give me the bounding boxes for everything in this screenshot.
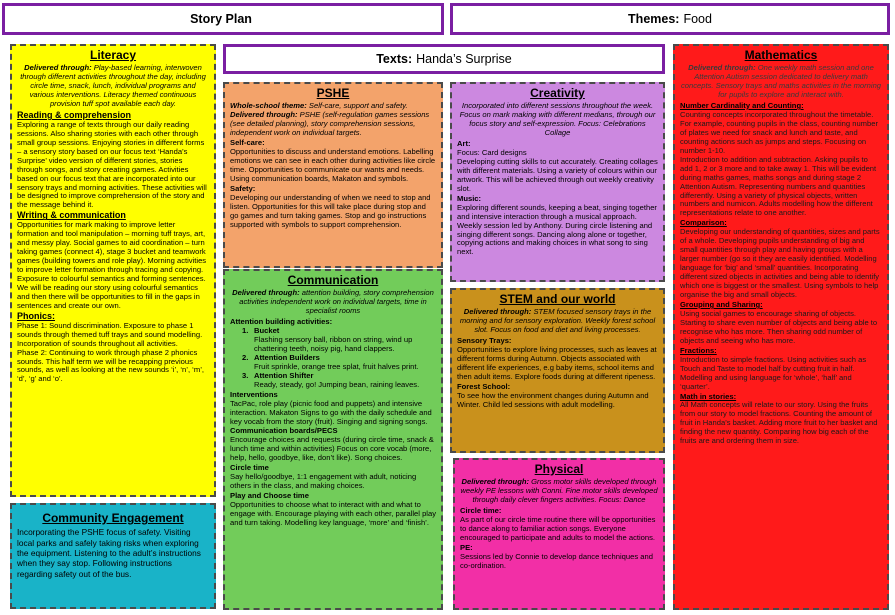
physical-title: Physical [534,462,584,476]
themes-banner [450,3,890,35]
counting-title: Number Cardinality and Counting: [680,101,804,110]
community-panel [10,503,216,609]
counting-text: Counting concepts incorporated throughout the timetable. For example, counting pupils in the class, counting number of plates we need for snack and lunch and taste, and counting actions such as jumps and steps. Focusing on number 1-10. [680,109,878,155]
safety-title: Safety: [230,183,256,193]
pe-text: Sessions led by Connie to develop dance techniques and co-ordination. [460,551,653,570]
attention-item-number: 2. [242,352,249,362]
circle-time-text: Say hello/goodbye, 1:1 engagement with adult, noticing others in the class, and making choices. [230,472,417,491]
selfcare-text: Opportunities to discuss and understand emotions. Labelling emotions we can see in each other during activities like circle time. Opportunities to communicate our wants and needs. Using communication boards, Makaton and symbols. [230,146,436,183]
creativity-intro: Incorporated into different sessions throughout the week. Focus on mark making with different medians, through our focus story and self-expression. Focus: Celebrations Collage [459,101,656,138]
literacy-delivered [17,64,209,109]
texts-label: Texts: [376,52,413,66]
stem-delivered-label: Delivered through: [463,307,532,317]
grouping-title: Grouping and Sharing: [680,299,763,309]
counting-text-2: Introduction to addition and subtraction. Asking pupils to add 1, 2 or 3 more and to take away 1. This will be evident during maths games, maths songs and during stage 2 Attention Autism. Representing numbers and quantities differently. Using a variety of physical objects, written numbers and numicon. Adults modelling how the different representations relate to one another. [680,154,877,218]
forest-school-text: To see how the environment changes during Autumn and Winter. Child led sessions with adult modelling. [457,390,649,409]
attention-item-title: Attention Shifter [254,370,314,380]
literacy-delivered-label: Delivered through: [24,63,92,73]
pshe-delivered-label: Delivered through: [230,110,298,120]
phonics-title: Phonics: [17,310,56,321]
physical-circle-title: Circle time: [460,506,502,516]
writing-text: Opportunities for mark making to improve letter formation and tool manipulation – morning tuff trays, art, and messy play. Social games to aid coordination – turn taking games (connect 4), stage 3 bucket and teamwork games (building towers and role play). Morning activities to improve letter formation through tracing and copying. [17,220,207,275]
attention-list [230,327,436,390]
interventions-text: TacPac, role play (picnic food and puppets) and intensive interaction. Makaton Signs to go with the daily schedule and key vocab from the story (fruit). Singing and signing songs. [230,398,432,426]
play-text: Opportunities to choose what to interact with and what to engage with. Encourage playing with each other, parallel play and turn taking. Modelling key language, ‘more’ and ‘finish’. [230,500,437,528]
boards-title: Communication boards/PECS [230,426,338,436]
art-focus: Focus: Card designs [457,147,527,157]
creativity-title: Creativity [530,86,585,100]
sensory-trays-text: Opportunities to explore living processes, such as leaves at different forms during Autumn. Objects associated with different life experiences, e.g baby items, school items and then adult items. Explore foods during at different ripeness. [457,345,657,381]
attention-item-number: 3. [242,370,249,380]
communication-delivered [230,289,436,316]
pshe-delivered-text: PSHE (self-regulation games sessions (see detailed planning), story comprehension sessions, independent work on individual targets. [230,110,430,138]
physical-delivered-label: Delivered through: [461,477,530,487]
creativity-panel [450,82,665,282]
themes-value: Food [683,12,712,26]
story-plan-title: Story Plan [190,12,252,26]
literacy-panel [10,44,216,497]
attention-item-number: 1. [242,326,249,335]
sensory-trays-title: Sensory Trays: [457,336,512,346]
texts-value: Handa’s Surprise [416,52,512,66]
art-title: Art: [457,139,471,148]
fractions-title: Fractions: [680,345,717,355]
phonics-text-2: Phase 2: Continuing to work through phase 2 phonics sounds. This half term we will be recapping previous sounds, as well as looking at the new sounds ‘i’, ‘n’, ‘m’, ‘d’, ‘g’ and ‘o’. [17,347,204,384]
fractions-text: Introduction to simple fractions. Using activities such as Touch and Taste to model half by cutting fruit in half. Modelling and using language for ‘whole’, ‘half’ and ‘quarter’. [680,354,867,391]
comparison-text: Developing our understanding of quantities, sizes and parts of a whole. Developing pupils understanding of big and small quantities through play and having groups with a larger number (go so it they are easily identified. Modelling language for ‘big’ and ‘small’ quantities. Incorporating different sized objects in activities and being able to identify which one is biggest or the smallest. Using symbols to help organise the big and small objects. [680,227,880,300]
writing-title: Writing & communication [17,210,126,221]
stem-panel [450,288,665,453]
themes-label: Themes: [628,12,680,26]
maths-delivered-label: Delivered through: [688,63,756,73]
reading-title: Reading & comprehension [17,109,132,120]
boards-text: Encourage choices and requests (during circle time, snack & lunch time and within activities) Focus on core vocab (more, help, hello, goodbye, like, don’t like). Song choices. [230,435,434,463]
physical-panel [453,458,665,610]
pe-title: PE: [460,542,473,552]
communication-title: Communication [287,273,379,287]
literacy-delivered-text: Play-based learning, interwoven through different activities throughout the day, including circle time, snack, lunch, individual programs and various interventions. Literacy themed continuous provision tuff spot available each day. [20,63,206,108]
physical-delivered [460,478,658,505]
selfcare-title: Self-care: [230,138,265,147]
communication-delivered-text: attention building, story comprehension activities independent work on individual targets, time in specialist rooms [239,288,434,316]
literacy-title: Literacy [89,48,137,62]
pshe-delivered [230,111,436,138]
communication-delivered-label: Delivered through: [232,288,300,298]
forest-school-title: Forest School: [457,381,511,391]
communication-panel [223,269,443,610]
pshe-theme-label: Whole-school theme: [230,101,307,111]
stem-delivered [457,308,658,335]
community-text: Incorporating the PSHE focus of safety. Visiting local parks and safely taking risks when exploring the equipment. Listening to the adult’s instructions when they say stop. Following instructions regarding safety out of the bus. [17,527,201,579]
physical-circle-text: As part of our circle time routine there will be opportunities to dance along to familiar action songs. Everyone encouraged to participate and adults to model the actions. [460,515,656,542]
circle-time-title: Circle time [230,463,269,473]
attention-item-title: Bucket [254,326,280,335]
math-in-stories-title: Math in stories: [680,391,737,401]
maths-delivered-text: One weekly math session and one Attention Autism session dedicated to delivery math concepts. Sensory trays and maths activities in the morning for pupils to explore and interact with. [680,63,882,100]
pshe-theme-text: Self-care, support and safety. [308,101,408,111]
art-text: Developing cutting skills to cut accurately. Creating collages with different materials. Using a variety of colours within our artwork. This will be achieved through out weekly creativity slot. [457,156,658,193]
texts-banner [223,44,665,74]
attention-item-text: Ready, steady, go! Jumping bean, raining leaves. [254,379,420,389]
community-title: Community Engagement [42,511,184,525]
writing-text-2: Exposure to colourful semantics and forming sentences. We will be reading our story using colourful semantics and then there will be opportunities to fill in the gaps in sentences and create our own. [17,273,206,310]
interventions-title: Interventions [230,389,278,399]
maths-title: Mathematics [744,48,818,62]
phonics-text: Phase 1: Sound discrimination. Exposure to phase 1 sounds through themed tuff trays and sound modelling. Incorporation of sounds throughout all activities. [17,320,203,348]
story-plan-banner [2,3,444,35]
reading-text: Exploring a range of texts through our daily reading sessions. Also sharing stories with each other through small group sessions. Enjoying stories in different forms – a sensory story based on our focus text ‘Handa’s Surprise’ video version of different stories, stories through songs, and story creating games. Activities based on our focus text that are incorporated into our sensory trays and morning activities. These activities will be designed to improve comprehension of the story and the message behind it. [17,119,207,210]
music-text: Exploring different sounds, keeping a beat, singing together and intensive interaction through a musical approach. Weekly session led by Anthony. During circle listening and singing different songs. Dancing along alone or together, copying actions and making choices in what song to sing next. [457,202,657,257]
safety-text: Developing our understanding of when we need to stop and listen. Opportunities for this will take place during stop and go games and turn taking games. Stop and go instructions supported with symbols to support comprehension. [230,192,431,229]
music-title: Music: [457,193,482,203]
stem-delivered-text: STEM focused sensory trays in the morning and for sensory exploration. Weekly forest school slot. Focus on food and diet and living processes. [459,307,656,335]
attention-item-text: Fruit sprinkle, orange tree splat, fruit halves print. [254,361,419,371]
maths-panel [673,44,889,610]
physical-delivered-text: Gross motor skills developed through weekly PE lessons with Conni. Fine motor skills developed through daily clever fingers activities. Focus: Dance [460,477,658,505]
attention-title: Attention building activities: [230,317,333,327]
comparison-title: Comparison: [680,218,727,228]
attention-item-text: Flashing sensory ball, ribbon on string, wind up chattering teeth, noisy pig, hand clappers. [254,334,413,353]
math-in-stories-text: All Math concepts will relate to our story. Using the fruits from our story to model fractions. Counting the amount of fruit in Handa’s basket. Adding more fruit to her basket and finding the new quantity. Comparing how big each of the fruits are and ordering them in size. [680,400,878,446]
pshe-panel [223,82,443,268]
attention-item-title: Attention Builders [254,352,320,362]
maths-delivered [680,64,882,100]
pshe-title: PSHE [316,86,350,100]
grouping-text: Using social games to encourage sharing of objects. Starting to share even number of objects and being able to recognise who has more. Then sharing odd number of objects and seeing who has more. [680,308,878,345]
stem-title: STEM and our world [499,292,616,306]
play-title: Play and Choose time [230,491,309,501]
